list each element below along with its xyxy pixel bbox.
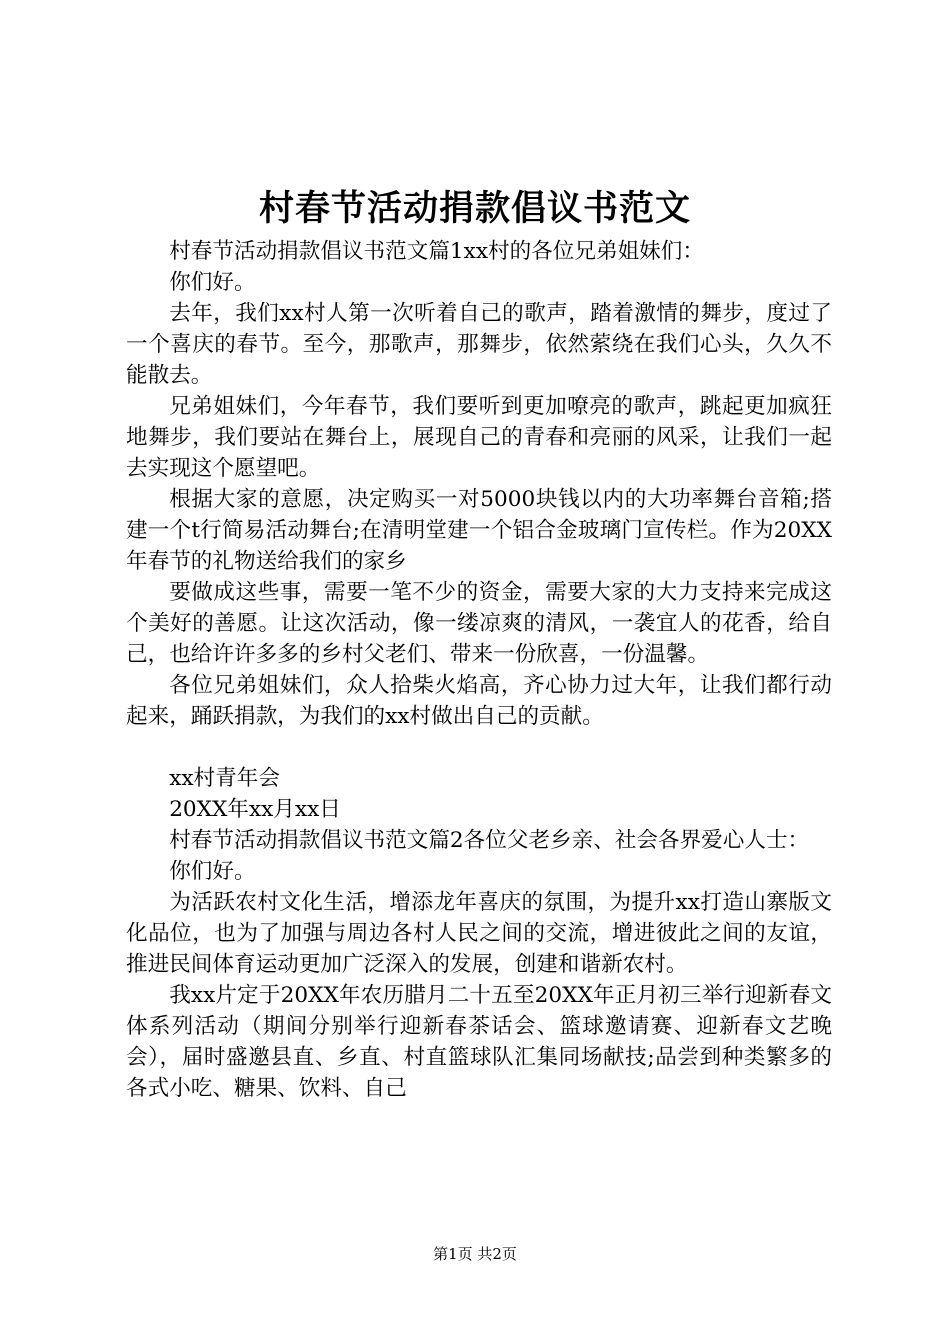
document-title: 村春节活动捐款倡议书范文 (258, 188, 691, 229)
paragraph: 村春节活动捐款倡议书范文篇1xx村的各位兄弟姐妹们： (169, 239, 704, 264)
paragraph: 你们好。 (169, 270, 256, 295)
page-number: 第1页 共2页 (433, 1245, 517, 1263)
paragraph: 根据大家的意愿，决定购买一对5000块钱以内的大功率舞台音箱;搭建一个t行简易活动舞台;在清明堂建一个铝合金玻璃门宣传栏。作为20XX年春节的礼物送给我们的家乡 (126, 487, 832, 574)
paragraph: 各位兄弟姐妹们，众人拾柴火焰高，齐心协力过大年，让我们都行动起来，踊跃捐款，为我们的xx村做出自己的贡献。 (126, 673, 832, 729)
paragraph: 要做成这些事，需要一笔不少的资金，需要大家的大力支持来完成这个美好的善愿。让这次活动，像一缕凉爽的清风，一袭宜人的花香，给自己，也给许许多多的乡村父老们、带来一份欣喜，一份温馨。 (126, 580, 832, 667)
document-body (126, 236, 832, 1104)
signature-org: xx村青年会 (169, 766, 280, 791)
paragraph: 你们好。 (169, 859, 256, 884)
signature-date: 20XX年xx月xx日 (169, 797, 341, 822)
paragraph: 我xx片定于20XX年农历腊月二十五至20XX年正月初三举行迎新春文体系列活动（期间分别举行迎新春茶话会、篮球邀请赛、迎新春文艺晚会），届时盛邀县直、乡直、村直篮球队汇集同场献技;品尝到种类繁多的各式小吃、糖果、饮料、自己 (126, 983, 832, 1101)
blank-line (126, 732, 832, 763)
paragraph: 兄弟姐妹们，今年春节，我们要听到更加嘹亮的歌声，跳起更加疯狂地舞步，我们要站在舞台上，展现自己的青春和亮丽的风采，让我们一起去实现这个愿望吧。 (126, 394, 832, 481)
paragraph: 去年，我们xx村人第一次听着自己的歌声，踏着激情的舞步，度过了一个喜庆的春节。至今，那歌声，那舞步，依然萦绕在我们心头，久久不能散去。 (126, 301, 832, 388)
paragraph: 村春节活动捐款倡议书范文篇2各位父老乡亲、社会各界爱心人士： (169, 828, 810, 853)
paragraph: 为活跃农村文化生活，增添龙年喜庆的氛围，为提升xx打造山寨版文化品位，也为了加强与周边各村人民之间的交流，增进彼此之间的友谊，推进民间体育运动更加广泛深入的发展，创建和谐新农村。 (126, 890, 832, 977)
